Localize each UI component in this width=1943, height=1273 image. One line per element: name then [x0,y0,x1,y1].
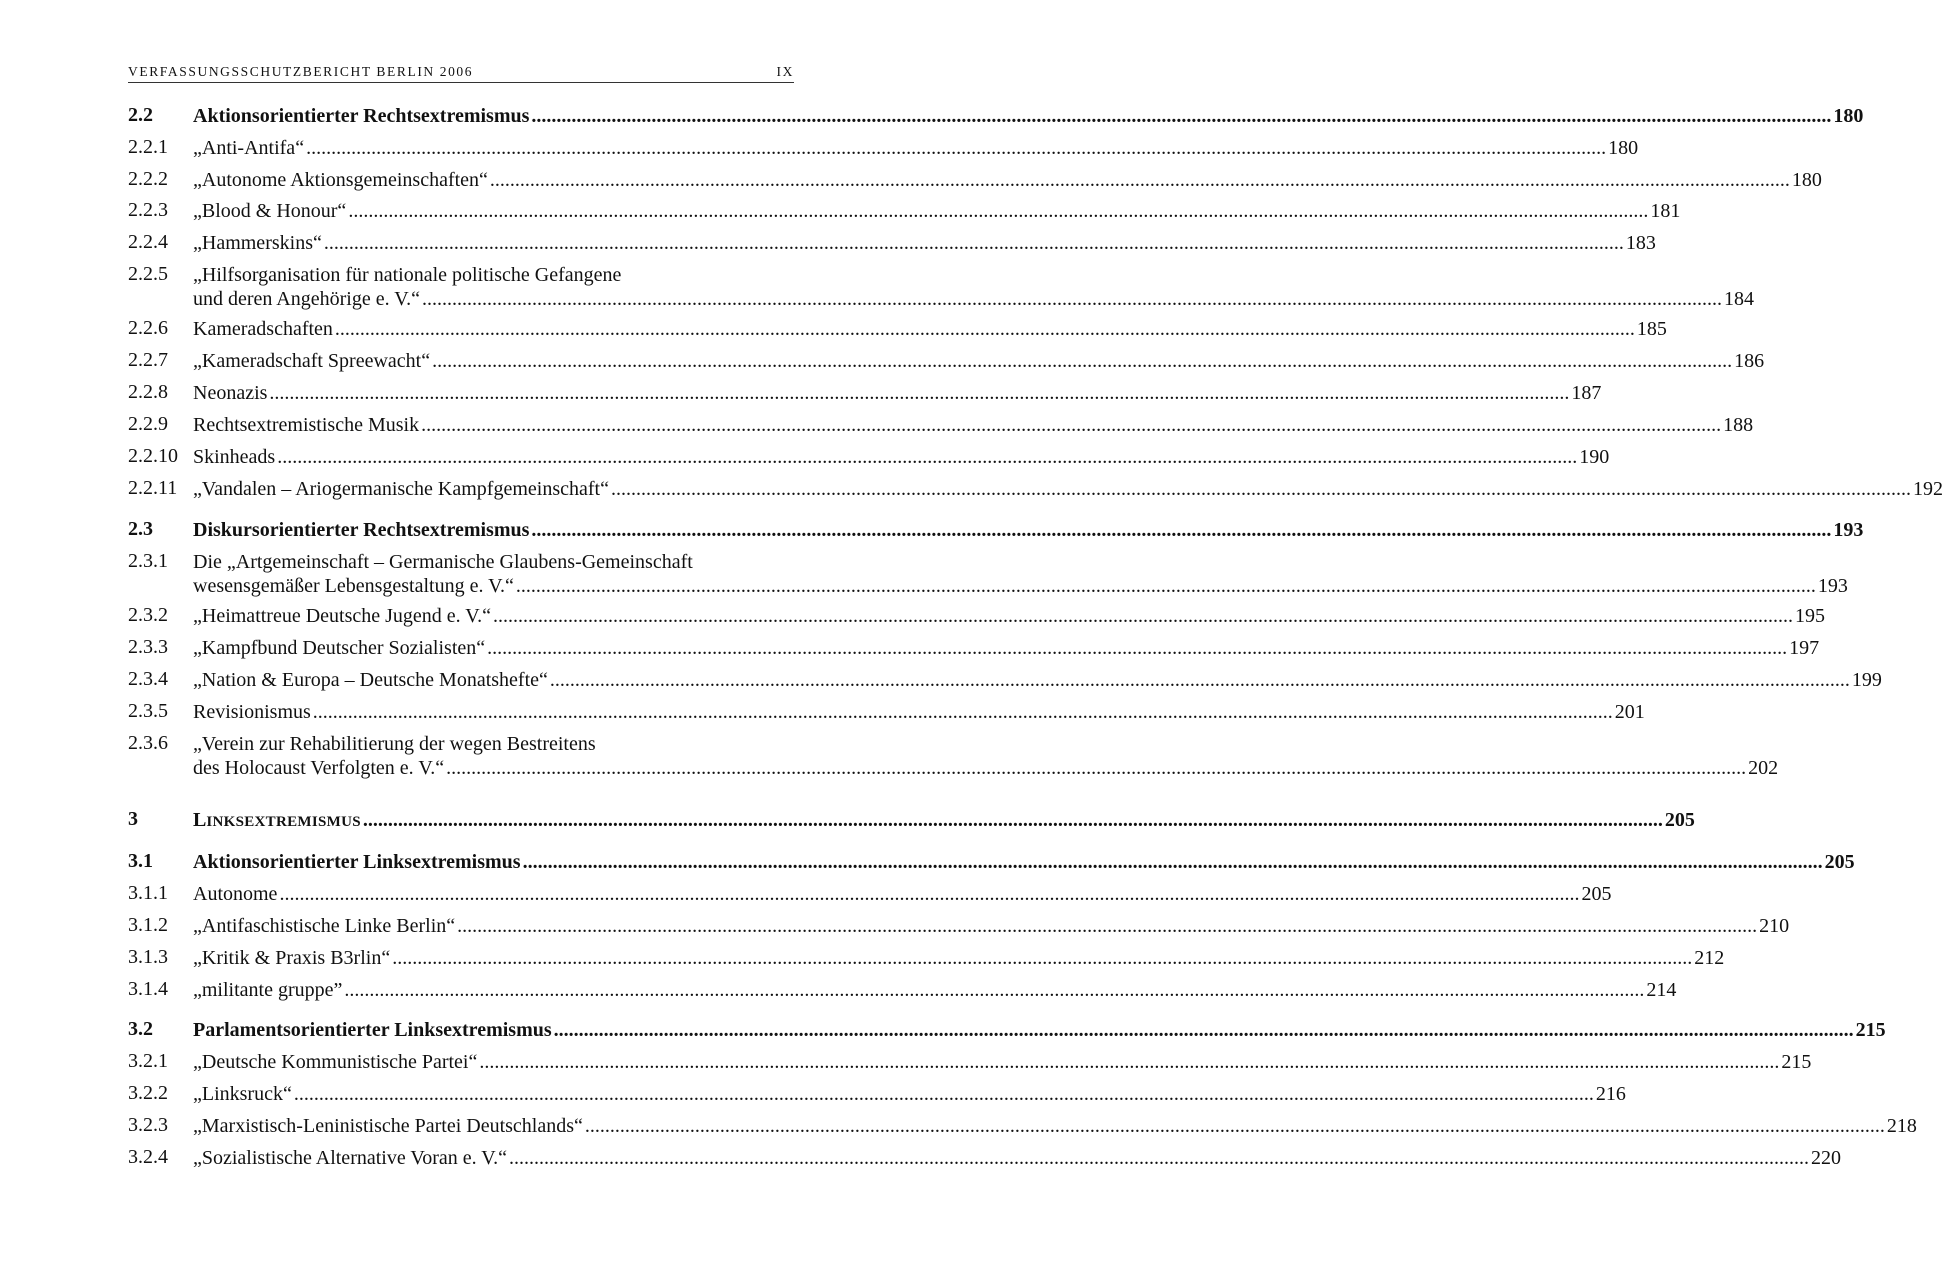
toc-entry-title: Skinheads [193,446,276,468]
toc-entry-number: 3.1.1 [128,882,168,904]
toc-entry-page: 180 [1608,137,1639,159]
toc-entry-title: Parlamentsorientierter Linksextremismus [193,1019,552,1041]
toc-entry-title: „Antifaschistische Linke Berlin“ [193,915,456,937]
toc-entry-number: 2.3.2 [128,604,168,626]
toc-entry [128,978,1677,1002]
dot-leader: .................................................................................................................................................................................................................................................................... [493,605,1794,627]
toc-entry-title: „Vandalen – Ariogermanische Kampfgemeinschaft“ [193,478,609,500]
toc-entry-number: 2.2.2 [128,168,168,190]
dot-leader: .................................................................................................................................................................................................................................................................... [421,288,1722,310]
toc-entry [128,1114,1917,1138]
toc-entry-title: „Anti-Antifa“ [193,137,305,159]
toc-entry-title [193,808,361,834]
toc-entry-number: 3.1.3 [128,946,168,968]
toc-entry-title: des Holocaust Verfolgten e. V.“ [193,757,445,779]
toc-entry-page: 186 [1734,350,1765,372]
toc-entry [128,413,1754,437]
dot-leader: .................................................................................................................................................................................................................................................................... [279,883,1580,905]
toc-entry-number: 2.2.8 [128,381,168,403]
toc-entry-page: 190 [1579,446,1610,468]
toc-entry [128,946,1725,970]
dot-leader: .................................................................................................................................................................................................................................................................... [584,1115,1885,1137]
toc-entry-page: 205 [1581,883,1612,905]
toc-entry-title: „Verein zur Rehabilitierung der wegen Bestreitens [193,733,596,755]
toc-entry-number: 2.3 [128,518,153,540]
toc-entry [128,381,1602,405]
toc-entry [128,850,1855,874]
dot-leader: .................................................................................................................................................................................................................................................................... [509,1147,1810,1169]
toc-entry-page: 202 [1748,757,1779,779]
dot-leader: .................................................................................................................................................................................................................................................................... [522,851,1823,873]
toc-entry-number: 3.1.4 [128,978,168,1000]
toc-entry [128,317,1667,341]
dot-leader: .................................................................................................................................................................................................................................................................... [553,1019,1854,1041]
toc-entry-title: „Blood & Honour“ [193,200,347,222]
toc-entry [128,636,1820,660]
dot-leader: .................................................................................................................................................................................................................................................................... [421,414,1722,436]
toc-entry-page: 201 [1614,701,1645,723]
toc-entry-title: „Kritik & Praxis B3rlin“ [193,947,391,969]
toc-entry-title: „Autonome Aktionsgemeinschaften“ [193,169,488,191]
toc-entry-number: 2.2.10 [128,445,178,467]
toc-entry-number: 2.2 [128,104,153,126]
toc-entry [128,1018,1886,1042]
dot-leader: .................................................................................................................................................................................................................................................................... [362,809,1663,831]
toc-entry-number: 3.2.2 [128,1082,168,1104]
toc-entry [128,104,1864,128]
toc-entry-page: 212 [1694,947,1725,969]
dot-leader: .................................................................................................................................................................................................................................................................... [515,575,1816,597]
toc-entry-number: 3.2 [128,1018,153,1040]
dot-leader: .................................................................................................................................................................................................................................................................... [432,350,1733,372]
dot-leader: .................................................................................................................................................................................................................................................................... [549,669,1850,691]
toc-entry-number: 2.2.5 [128,263,168,285]
toc-entry-title: „Hammerskins“ [193,232,322,254]
toc-entry-number: 2.2.9 [128,413,168,435]
toc-entry-page: 193 [1817,575,1848,597]
toc-entry-number: 2.3.5 [128,700,168,722]
toc-entry [128,700,1645,724]
toc-entry-title: Aktionsorientierter Rechtsextremismus [193,105,530,127]
toc-entry-number: 2.3.4 [128,668,168,690]
toc-entry [128,668,1882,692]
toc-entry-page: 192 [1912,478,1943,500]
dot-leader: .................................................................................................................................................................................................................................................................... [323,232,1624,254]
dot-leader: .................................................................................................................................................................................................................................................................... [277,446,1578,468]
dot-leader: .................................................................................................................................................................................................................................................................... [312,701,1613,723]
toc-entry-page: 195 [1795,605,1826,627]
toc-entry [128,914,1790,938]
toc-entry-number: 2.2.4 [128,231,168,253]
toc-entry [128,518,1864,542]
toc-entry-title: „Linksruck“ [193,1083,292,1105]
toc-entry [128,199,1681,223]
header-title: VERFASSUNGSSCHUTZBERICHT BERLIN 2006 [128,64,474,79]
toc-entry-page: 215 [1855,1019,1886,1041]
toc-entry [128,1050,1812,1074]
toc-entry-title: „Deutsche Kommunistische Partei“ [193,1051,478,1073]
toc-entry-title: „militante gruppe” [193,979,343,1001]
toc-entry-title: Diskursorientierter Rechtsextremismus [193,519,530,541]
toc-entry-number: 2.2.3 [128,199,168,221]
toc-entry-page: 193 [1833,519,1864,541]
toc-entry-title: „Sozialistische Alternative Voran e. V.“ [193,1147,508,1169]
toc-entry [128,550,1848,598]
dot-leader: .................................................................................................................................................................................................................................................................... [392,947,1693,969]
toc-entry-title: „Hilfsorganisation für nationale politische Gefangene [193,264,622,286]
toc-entry-page: 205 [1824,851,1855,873]
toc-entry-page: 185 [1636,318,1667,340]
dot-leader: .................................................................................................................................................................................................................................................................... [531,105,1832,127]
toc-entry-page: 197 [1789,637,1820,659]
toc-entry-number: 2.2.7 [128,349,168,371]
dot-leader: .................................................................................................................................................................................................................................................................... [306,137,1607,159]
toc-entry-number: 3 [128,808,138,830]
running-header [128,64,794,83]
small-caps-initial: L [193,809,207,831]
dot-leader: .................................................................................................................................................................................................................................................................... [293,1083,1594,1105]
toc-entry-page: 181 [1650,200,1681,222]
dot-leader: .................................................................................................................................................................................................................................................................... [334,318,1635,340]
toc-entry [128,445,1610,469]
toc-entry-title: Revisionismus [193,701,311,723]
toc-entry-number: 2.3.3 [128,636,168,658]
toc-entry-title: Rechtsextremistische Musik [193,414,420,436]
toc-entry-title: „Kampfbund Deutscher Sozialisten“ [193,637,486,659]
toc-entry-number: 2.2.6 [128,317,168,339]
toc-entry-number: 3.2.3 [128,1114,168,1136]
toc-entry [128,477,1943,501]
toc-entry-page: 220 [1811,1147,1842,1169]
toc-entry-number: 3.2.1 [128,1050,168,1072]
toc-entry-page: 180 [1791,169,1822,191]
toc-entry-number: 3.1 [128,850,153,872]
toc-entry [128,349,1765,373]
toc-entry-title: „Nation & Europa – Deutsche Monatshefte“ [193,669,548,691]
toc-entry-number: 2.2.1 [128,136,168,158]
dot-leader: .................................................................................................................................................................................................................................................................... [457,915,1758,937]
toc-entry [128,1146,1842,1170]
toc-entry-title: Kameradschaften [193,318,333,340]
toc-entry-page: 214 [1646,979,1677,1001]
toc-entry-page: 215 [1781,1051,1812,1073]
toc-entry-title: „Heimattreue Deutsche Jugend e. V.“ [193,605,492,627]
toc-entry-page: 184 [1723,288,1754,310]
dot-leader: .................................................................................................................................................................................................................................................................... [531,519,1832,541]
toc-entry [128,1082,1626,1106]
toc-entry-number: 2.3.6 [128,732,168,754]
toc-entry-number: 3.2.4 [128,1146,168,1168]
toc-entry-title: Aktionsorientierter Linksextremismus [193,851,521,873]
dot-leader: .................................................................................................................................................................................................................................................................... [610,478,1911,500]
toc-entry-number: 2.2.11 [128,477,178,499]
toc-entry [128,136,1639,160]
dot-leader: .................................................................................................................................................................................................................................................................... [446,757,1747,779]
toc-entry-title: Neonazis [193,382,268,404]
toc-entry-title: „Kameradschaft Spreewacht“ [193,350,431,372]
toc-entry-title: Die „Artgemeinschaft – Germanische Glaubens-Gemeinschaft [193,551,693,573]
toc-entry-title: „Marxistisch-Leninistische Partei Deutschlands“ [193,1115,583,1137]
toc-entry-page: 199 [1851,669,1882,691]
dot-leader: .................................................................................................................................................................................................................................................................... [487,637,1788,659]
dot-leader: .................................................................................................................................................................................................................................................................... [479,1051,1780,1073]
toc-entry-page: 210 [1759,915,1790,937]
toc-entry [128,604,1826,628]
toc-entry-page: 180 [1833,105,1864,127]
toc-entry-title: und deren Angehörige e. V.“ [193,288,420,310]
header-page-number: IX [776,64,794,79]
toc-entry [128,808,1695,834]
dot-leader: .................................................................................................................................................................................................................................................................... [348,200,1649,222]
toc-entry [128,732,1779,780]
toc-entry-page: 216 [1595,1083,1626,1105]
toc-entry-page: 183 [1625,232,1656,254]
toc-entry-page: 188 [1723,414,1754,436]
dot-leader: .................................................................................................................................................................................................................................................................... [489,169,1790,191]
toc-entry-page: 218 [1886,1115,1917,1137]
toc-entry-number: 3.1.2 [128,914,168,936]
dot-leader: .................................................................................................................................................................................................................................................................... [344,979,1645,1001]
toc-entry-title: wesensgemäßer Lebensgestaltung e. V.“ [193,575,514,597]
toc-entry [128,882,1612,906]
small-caps-rest: INKSEXTREMISMUS [206,814,361,830]
toc-entry [128,263,1754,311]
toc-entry-title: Autonome [193,883,278,905]
toc-entry-page: 205 [1664,809,1695,831]
dot-leader: .................................................................................................................................................................................................................................................................... [269,382,1570,404]
toc-entry [128,231,1656,255]
toc-entry [128,168,1822,192]
toc-entry-number: 2.3.1 [128,550,168,572]
toc-entry-page: 187 [1571,382,1602,404]
